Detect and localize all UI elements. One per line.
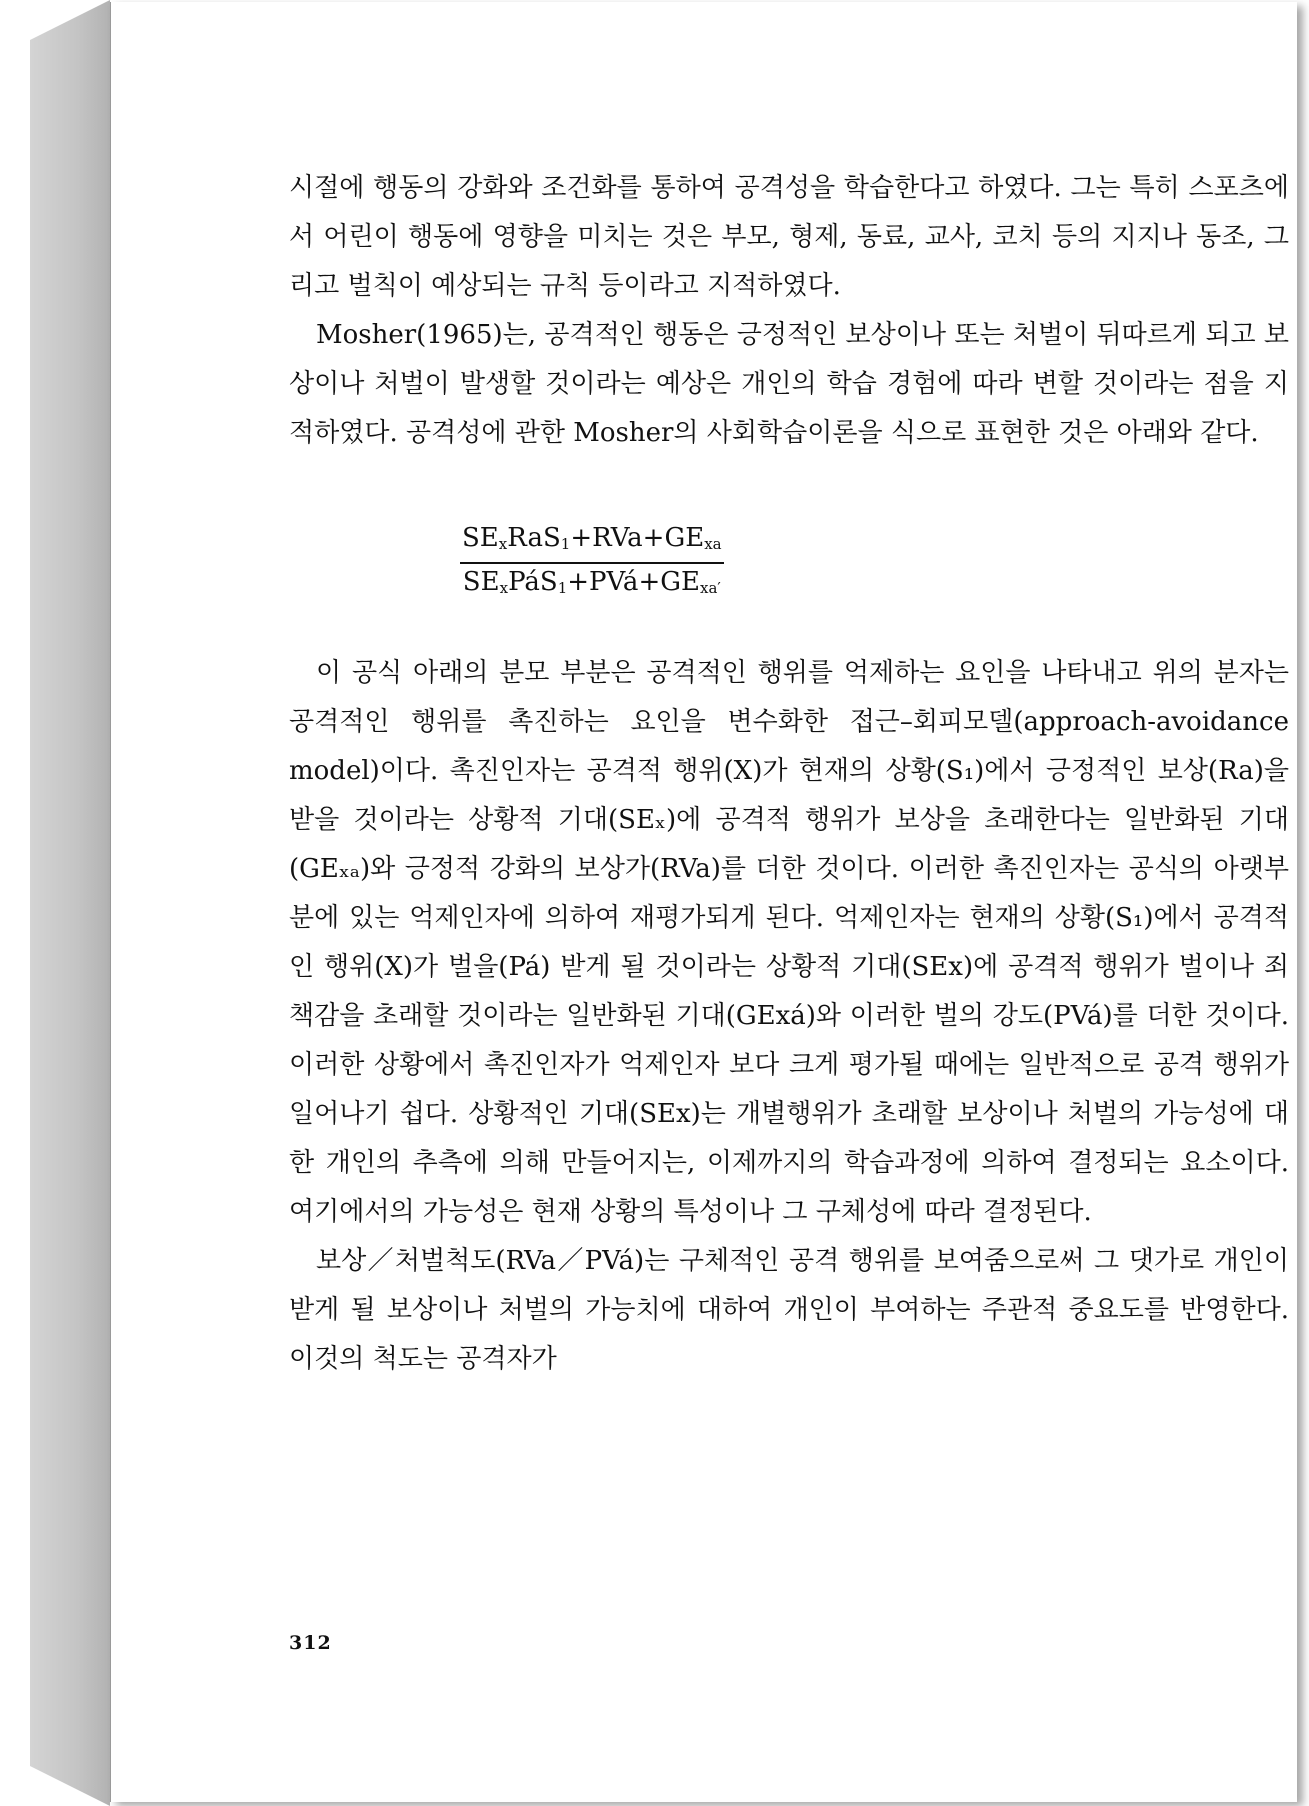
den-plus-1: + bbox=[567, 567, 590, 597]
den-ge-sub: xa′ bbox=[699, 579, 721, 597]
page-content bbox=[289, 164, 1289, 1384]
num-ge-sub: xa bbox=[704, 535, 722, 553]
formula bbox=[289, 514, 1289, 603]
den-plus-2: + bbox=[638, 567, 661, 597]
num-plus-1: + bbox=[570, 523, 593, 553]
num-ra: RaS bbox=[507, 523, 561, 553]
paragraph-1: 시절에 행동의 강화와 조건화를 통하여 공격성을 학습한다고 하였다. 그는 특히 스포츠에서 어린이 행동에 영향을 미치는 것은 부모, 형제, 동료, 교사, 코치 등의 지지나 동조, 그리고 벌칙이 예상되는 규칙 등이라고 지적하였다. bbox=[289, 173, 1289, 301]
num-ra-sub: 1 bbox=[560, 535, 571, 553]
paragraph-4: 보상／처벌척도(RVa／PVá)는 구체적인 공격 행위를 보여줌으로써 그 댓가로 개인이 받게 될 보상이나 처벌의 가능치에 대하여 개인이 부여하는 주관적 중요도를 반영한다. 이것의 척도는 공격자가 bbox=[289, 1246, 1289, 1374]
num-rv: RVa bbox=[592, 523, 643, 553]
den-pa: PáS bbox=[508, 567, 558, 597]
den-pa-sub: 1 bbox=[557, 579, 568, 597]
den-se: SE bbox=[462, 567, 500, 597]
page-number: 312 bbox=[289, 1632, 332, 1654]
paragraph-3: 이 공식 아래의 분모 부분은 공격적인 행위를 억제하는 요인을 나타내고 위의 분자는 공격적인 행위를 촉진하는 요인을 변수화한 접근–회피모델(approach-avoidance model)이다. 촉진인자는 공격적 행위(X)가 현재의 상황(S₁)에서 긍정적인 보상(Ra)을 받을 것이라는 상황적 기대(SEₓ)에 공격적 행위가 보상을 초래한다는 일반화된 기대(GEₓₐ)와 긍정적 강화의 보상가(RVa)를 더한 것이다. 이러한 촉진인자는 공식의 아랫부분에 있는 억제인자에 의하여 재평가되게 된다. 억제인자는 현재의 상황(S₁)에서 공격적인 행위(X)가 벌을(Pá) 받게 될 것이라는 상황적 기대(SEx)에 공격적 행위가 벌이나 죄책감을 초래할 것이라는 일반화된 기대(GExá)와 이러한 벌의 강도(PVá)를 더한 것이다. 이러한 상황에서 촉진인자가 억제인자 보다 크게 평가될 때에는 일반적으로 공격 행위가 일어나기 쉽다. 상황적인 기대(SEx)는 개별행위가 초래할 보상이나 처벌의 가능성에 대한 개인의 추측에 의해 만들어지는, 이제까지의 학습과정에 의하여 결정되는 요소이다. 여기에서의 가능성은 현재 상황의 특성이나 그 구체성에 따라 결정된다. bbox=[289, 658, 1289, 1227]
book-spine bbox=[30, 0, 110, 1806]
formula-denominator bbox=[463, 564, 721, 603]
num-ge: GE bbox=[664, 523, 705, 553]
num-plus-2: + bbox=[642, 523, 665, 553]
num-se-sub: x bbox=[498, 535, 508, 553]
formula-fraction bbox=[460, 523, 724, 603]
den-se-sub: x bbox=[499, 579, 509, 597]
paragraph-2: Mosher(1965)는, 공격적인 행동은 긍정적인 보상이나 또는 처벌이 뒤따르게 되고 보상이나 처벌이 발생할 것이라는 예상은 개인의 학습 경험에 따라 변할 것이라는 점을 지적하였다. 공격성에 관한 Mosher의 사회학습이론을 식으로 표현한 것은 아래와 같다. bbox=[289, 320, 1289, 448]
num-se: SE bbox=[462, 523, 499, 553]
den-pv: PVá bbox=[589, 567, 639, 597]
formula-numerator bbox=[460, 523, 724, 564]
den-ge: GE bbox=[660, 567, 700, 597]
book-page bbox=[110, 2, 1297, 1802]
